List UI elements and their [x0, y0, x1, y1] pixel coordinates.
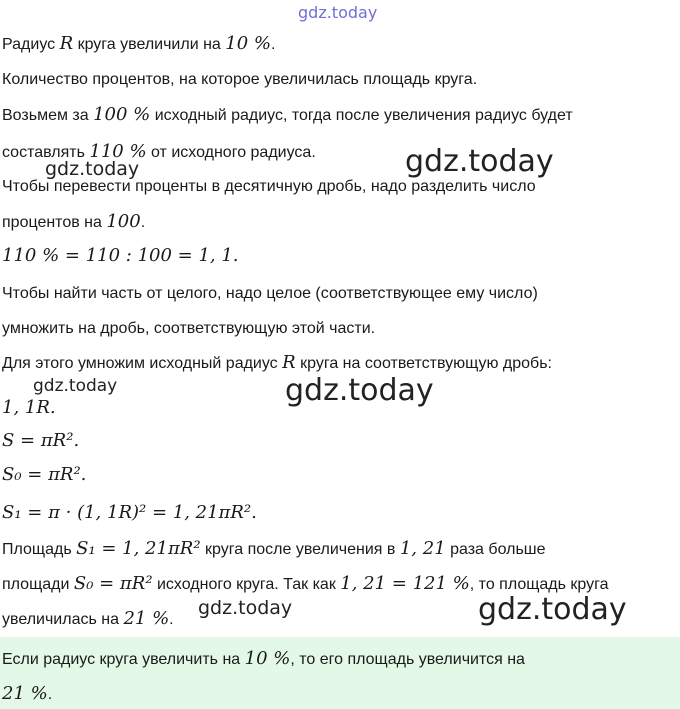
equation-area-initial: S₀ = πR². — [2, 464, 87, 485]
watermark-6: gdz.today — [478, 592, 627, 627]
equation-area: S = πR². — [2, 430, 80, 451]
text-line-1: Радиус R круга увеличили на 10 %. — [2, 33, 276, 54]
text-line-5: Чтобы перевести проценты в десятичную дробь, надо разделить число — [2, 178, 536, 195]
text-line-10: Для этого умножим исходный радиус R круга на соответствующую дробь: — [2, 352, 552, 373]
text-line-4: составлять 110 % от исходного радиуса. — [2, 141, 316, 162]
text-line-9: умножить на дробь, соответствующую этой части. — [2, 320, 376, 337]
equation-percent-to-decimal: 110 % = 110 : 100 = 1, 1. — [2, 245, 239, 266]
text-line-8: Чтобы найти часть от целого, надо целое (соответствующее ему число) — [2, 285, 538, 302]
watermark-3: gdz.today — [33, 376, 118, 396]
text-line-6: процентов на 100. — [2, 211, 146, 232]
watermark-1: gdz.today — [45, 158, 140, 180]
answer-highlight — [0, 637, 680, 709]
text-line-3: Возьмем за 100 % исходный радиус, тогда после увеличения радиус будет — [2, 104, 573, 125]
text-line-2: Количество процентов, на которое увеличилась площадь круга. — [2, 71, 478, 88]
text-line-17: увеличилась на 21 %. — [2, 608, 174, 629]
text-line-16: площади S₀ = πR² исходного круга. Так как 1, 21 = 121 %, то площадь круга — [2, 573, 609, 594]
equation-new-radius: 1, 1R. — [2, 397, 56, 418]
watermark-top: gdz.today — [298, 3, 378, 22]
watermark-2: gdz.today — [405, 144, 554, 179]
watermark-4: gdz.today — [285, 373, 434, 408]
equation-area-new: S₁ = π · (1, 1R)² = 1, 21πR². — [2, 502, 257, 523]
watermark-5: gdz.today — [198, 597, 293, 619]
answer-line-1: Если радиус круга увеличить на 10 %, то его площадь увеличится на — [2, 648, 525, 669]
text-line-15: Площадь S₁ = 1, 21πR² круга после увеличения в 1, 21 раза больше — [2, 538, 546, 559]
answer-line-2: 21 %. — [2, 683, 53, 704]
